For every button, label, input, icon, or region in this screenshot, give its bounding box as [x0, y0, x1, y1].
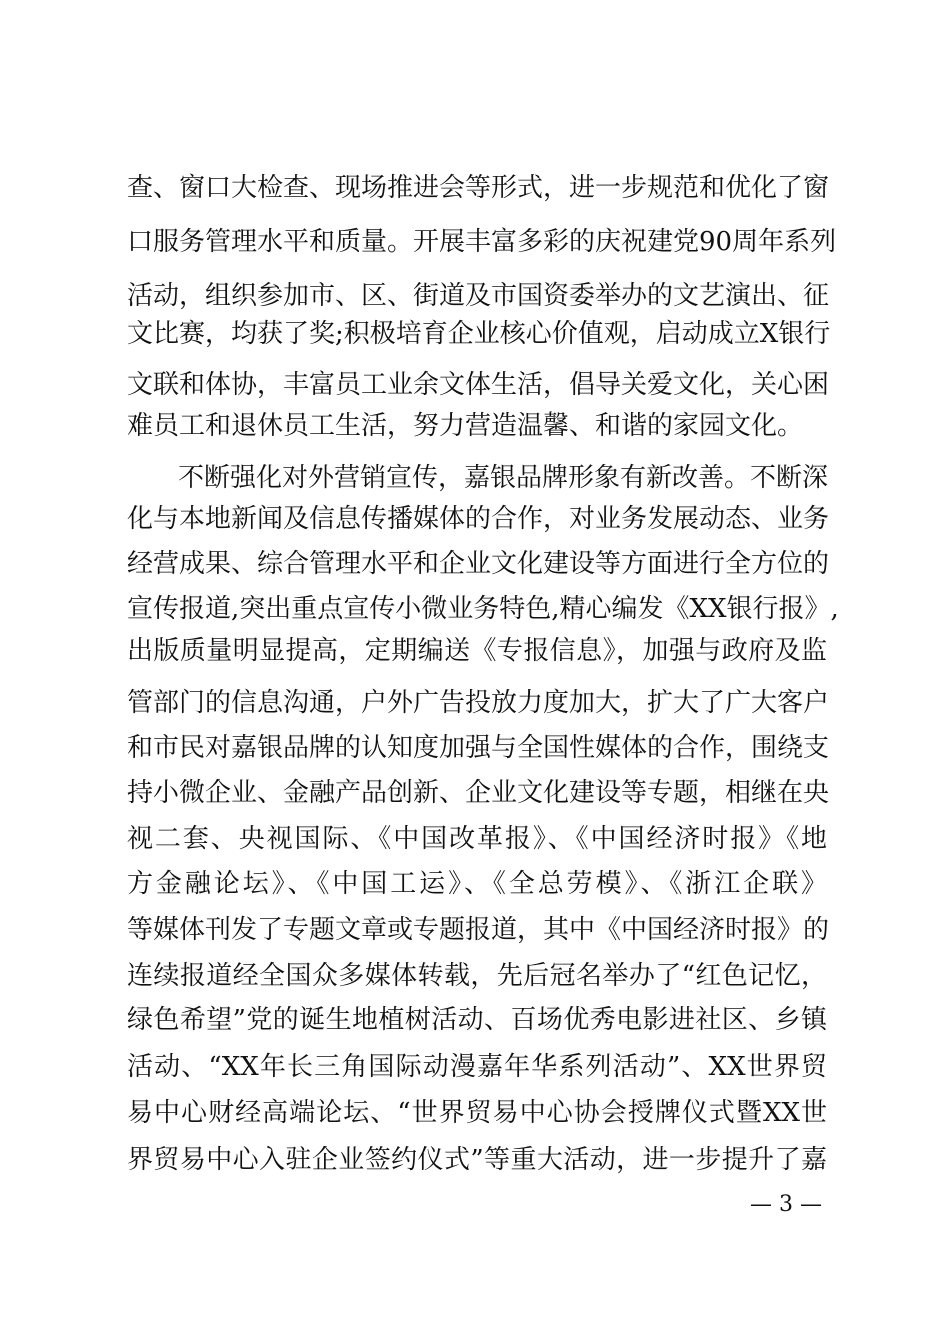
page-number: — 3 —	[750, 1192, 822, 1217]
text-line: 等媒体刊发了专题文章或专题报道，其中《中国经济时报》的	[127, 915, 830, 945]
text-line: 管部门的信息沟通，户外广告投放力度加大，扩大了广大客户	[127, 688, 830, 718]
text-line: 活动，组织参加市、区、街道及市国资委举办的文艺演出、征	[127, 281, 830, 311]
text-line: 绿色希望”党的诞生地植树活动、百场优秀电影进社区、乡镇	[127, 1005, 827, 1035]
text-line: 经营成果、综合管理水平和企业文化建设等方面进行全方位的	[127, 549, 830, 579]
text-line: 方金融论坛》、《中国工运》、《全总劳模》、《浙江企联》	[127, 869, 827, 899]
text-line: 视二套、央视国际、《中国改革报》、《中国经济时报》《地	[127, 824, 827, 854]
text-line: 查、窗口大检查、现场推进会等形式，进一步规范和优化了窗	[127, 173, 830, 203]
text-line: 文联和体协，丰富员工业余文体生活，倡导关爱文化，关心困	[127, 370, 830, 400]
text-line: 文比赛，均获了奖;积极培育企业核心价值观，启动成立X银行	[127, 319, 831, 349]
text-line: 活动、“XX年长三角国际动漫嘉年华系列活动”、XX世界贸	[127, 1052, 827, 1082]
text-line: 出版质量明显提高，定期编送《专报信息》，加强与政府及监	[127, 636, 827, 666]
text-line: 易中心财经高端论坛、“世界贸易中心协会授牌仪式暨XX世	[127, 1098, 827, 1128]
text-line: 界贸易中心入驻企业签约仪式”等重大活动，进一步提升了嘉	[127, 1145, 827, 1175]
text-line: 和市民对嘉银品牌的认知度加强与全国性媒体的合作，围绕支	[127, 733, 830, 763]
text-line: 化与本地新闻及信息传播媒体的合作，对业务发展动态、业务	[127, 504, 830, 534]
text-line: 持小微企业、金融产品创新、企业文化建设等专题，相继在央	[127, 778, 830, 808]
text-line: 宣传报道,突出重点宣传小微业务特色,精心编发《XX银行报》,	[127, 594, 839, 624]
text-line: 连续报道经全国众多媒体转载，先后冠名举办了“红色记忆，	[127, 961, 827, 991]
paragraph-first-line: 不断强化对外营销宣传，嘉银品牌形象有新改善。不断深	[178, 463, 829, 493]
text-line: 口服务管理水平和质量。开展丰富多彩的庆祝建党90周年系列	[127, 227, 837, 257]
text-line: 难员工和退休员工生活，努力营造温馨、和谐的家园文化。	[127, 411, 804, 441]
